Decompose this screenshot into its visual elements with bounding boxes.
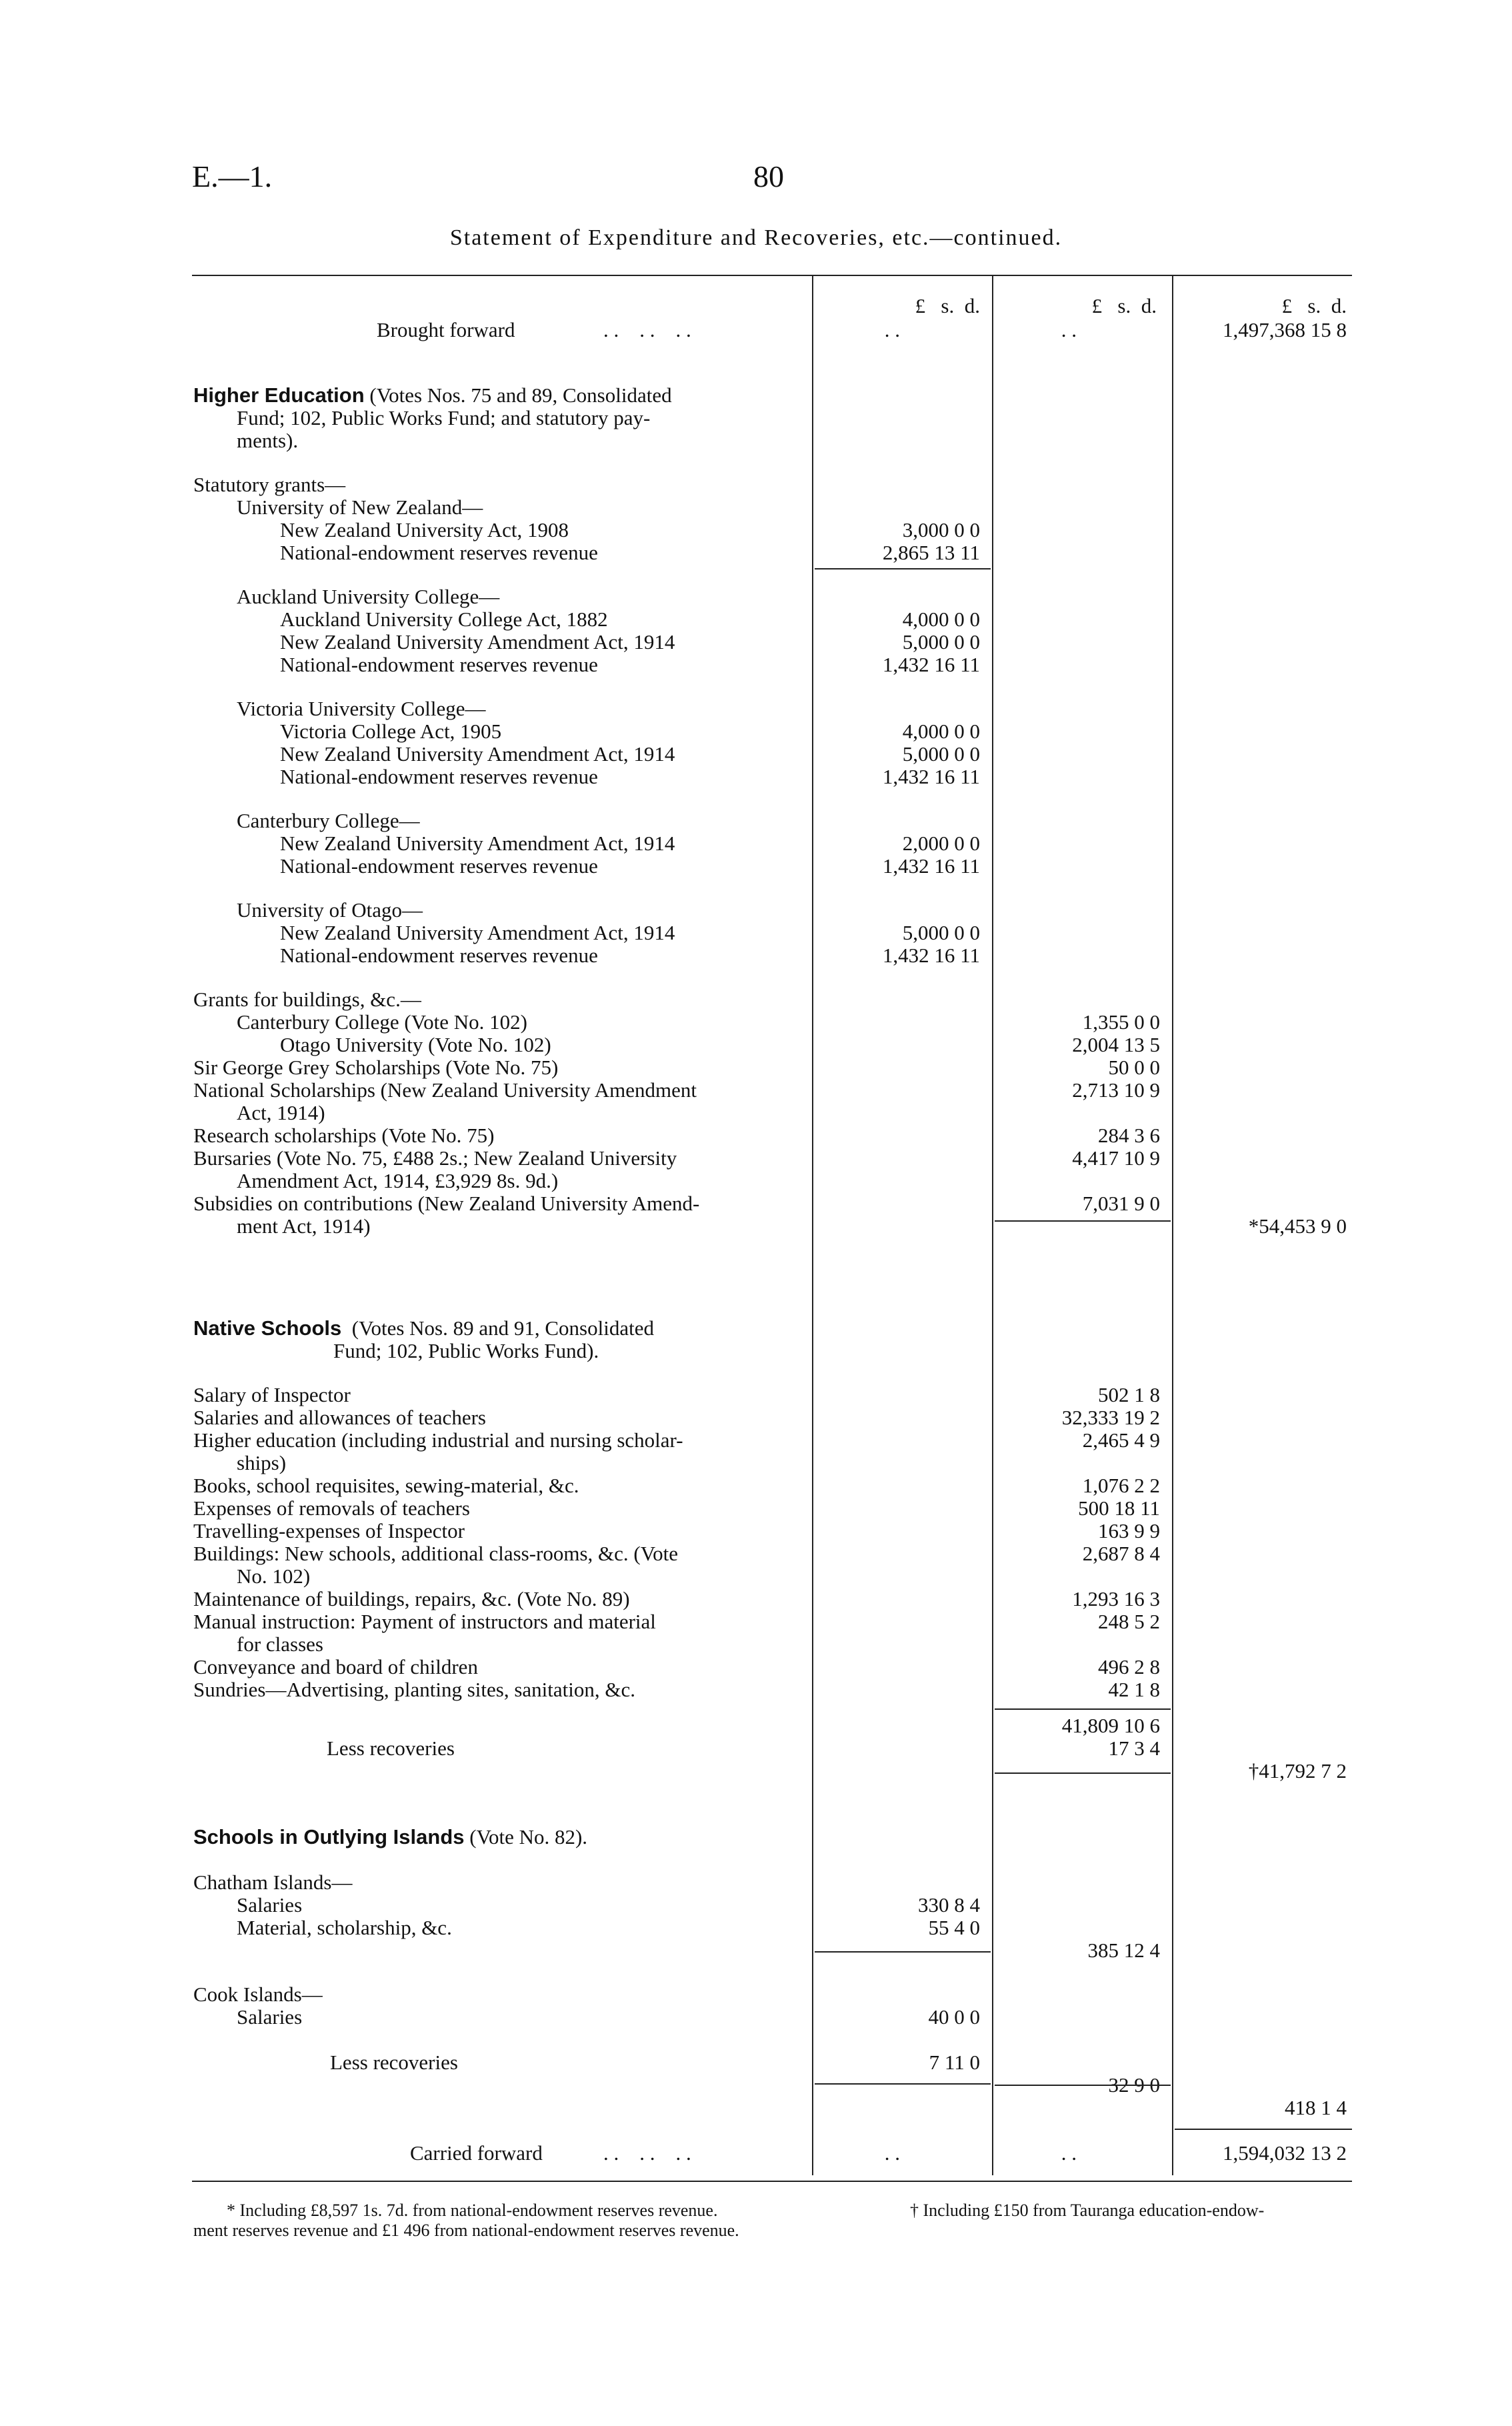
native-less-value: 17 3 4	[1108, 1736, 1160, 1760]
islands-total: 418 1 4	[1285, 2096, 1347, 2119]
cant2-value: 1,432 16 11	[882, 854, 980, 878]
native-r8-label: Maintenance of buildings, repairs, &c. (Vote No. 89)	[193, 1587, 630, 1610]
grey-label: Sir George Grey Scholarships (Vote No. 75)	[193, 1056, 559, 1079]
carried-forward-total: 1,594,032 13 2	[1223, 2141, 1347, 2165]
nat-label-1: National Scholarships (New Zealand University Amendment	[193, 1078, 697, 1102]
cook-label: Cook Islands—	[193, 1983, 323, 2006]
auck3-label: National-endowment reserves revenue	[280, 653, 598, 676]
otago-label: University of Otago—	[237, 898, 423, 922]
carried-forward-rule	[1175, 2129, 1352, 2130]
cook-k1-value: 40 0 0	[928, 2005, 980, 2029]
column-divider-1	[812, 275, 813, 2175]
cant1-label: New Zealand University Amendment Act, 1914	[280, 832, 675, 855]
subs-value: 7,031 9 0	[1082, 1192, 1160, 1215]
footnote-dagger-2: ment reserves revenue and £1 496 from national-endowment reserves revenue.	[193, 2221, 739, 2240]
vic-label: Victoria University College—	[237, 697, 486, 720]
nz-label: University of New Zealand—	[237, 495, 483, 519]
nz2-value: 2,865 13 11	[882, 541, 980, 564]
g2-label: Otago University (Vote No. 102)	[280, 1033, 551, 1056]
native-r3-label-1: Higher education (including industrial and nursing scholar-	[193, 1428, 683, 1452]
native-r11-label: Sundries—Advertising, planting sites, sanitation, &c.	[193, 1678, 635, 1701]
chatham-c1-label: Salaries	[237, 1893, 303, 1917]
auck-label: Auckland University College—	[237, 585, 500, 608]
subs-label-2: ment Act, 1914)	[237, 1214, 371, 1238]
page-reference: E.—1.	[192, 159, 273, 193]
vic3-label: National-endowment reserves revenue	[280, 765, 598, 788]
carried-forward-leaders: . . . . . .	[603, 2141, 691, 2165]
native-r5-label: Expenses of removals of teachers	[193, 1496, 470, 1520]
chatham-c2-label: Material, scholarship, &c.	[237, 1916, 452, 1939]
native-r10-label: Conveyance and board of children	[193, 1655, 478, 1678]
otago1-value: 5,000 0 0	[902, 921, 980, 944]
cook-k1-label: Salaries	[237, 2005, 303, 2029]
cant1-value: 2,000 0 0	[902, 832, 980, 855]
higher-votes-2: Fund; 102, Public Works Fund; and statutory pay-	[237, 406, 651, 429]
native-r6-label: Travelling-expenses of Inspector	[193, 1519, 465, 1542]
chatham-total: 385 12 4	[1087, 1939, 1160, 1962]
nz1-value: 3,000 0 0	[902, 518, 980, 541]
column-divider-3	[1172, 275, 1173, 2175]
vic1-value: 4,000 0 0	[902, 720, 980, 743]
islands-underline	[995, 2085, 1171, 2086]
native-votes-2: Fund; 102, Public Works Fund).	[333, 1339, 599, 1362]
higher-votes-3: ments).	[237, 429, 299, 452]
native-less-label: Less recoveries	[327, 1736, 455, 1760]
chatham-underline	[815, 1951, 991, 1953]
column-divider-2	[992, 275, 993, 2175]
native-r8-value: 1,293 16 3	[1072, 1587, 1160, 1610]
col2-header: £ s. d.	[1091, 294, 1157, 317]
native-r7-label-1: Buildings: New schools, additional class-rooms, &c. (Vote	[193, 1542, 678, 1565]
auck1-label: Auckland University College Act, 1882	[280, 608, 608, 631]
cook-total: 32 9 0	[1108, 2073, 1160, 2097]
carried-forward-label: Carried forward	[410, 2141, 543, 2165]
brought-forward-col1: . .	[884, 318, 900, 341]
native-r2-value: 32,333 19 2	[1061, 1406, 1160, 1429]
g1-label: Canterbury College (Vote No. 102)	[237, 1010, 527, 1034]
cant2-label: National-endowment reserves revenue	[280, 854, 598, 878]
brought-forward-total: 1,497,368 15 8	[1223, 318, 1347, 341]
nz-underline	[815, 568, 991, 569]
auck2-label: New Zealand University Amendment Act, 1914	[280, 630, 675, 654]
otago2-label: National-endowment reserves revenue	[280, 944, 598, 967]
nat-label-2: Act, 1914)	[237, 1101, 325, 1124]
native-r7-value: 2,687 8 4	[1082, 1542, 1160, 1565]
grants-label: Grants for buildings, &c.—	[193, 988, 421, 1011]
otago1-label: New Zealand University Amendment Act, 1914	[280, 921, 675, 944]
native-r6-value: 163 9 9	[1098, 1519, 1160, 1542]
g2-value: 2,004 13 5	[1072, 1033, 1160, 1056]
native-r9-value: 248 5 2	[1098, 1610, 1160, 1633]
carried-forward-col1: . .	[884, 2141, 900, 2165]
chatham-label: Chatham Islands—	[193, 1871, 353, 1894]
native-subtotal-rule	[995, 1708, 1171, 1710]
native-total: †41,792 7 2	[1248, 1759, 1347, 1782]
native-underline	[995, 1772, 1171, 1774]
native-r9-label-1: Manual instruction: Payment of instructors and material	[193, 1610, 656, 1633]
higher-total: *54,453 9 0	[1248, 1214, 1347, 1238]
grey-value: 50 0 0	[1108, 1056, 1160, 1079]
native-r3-label-2: ships)	[237, 1451, 287, 1474]
carried-forward-col2: . .	[1061, 2141, 1077, 2165]
table-top-rule	[192, 275, 1352, 276]
vic2-value: 5,000 0 0	[902, 742, 980, 766]
res-value: 284 3 6	[1098, 1124, 1160, 1147]
page-number: 80	[753, 159, 784, 193]
g1-value: 1,355 0 0	[1082, 1010, 1160, 1034]
nz1-label: New Zealand University Act, 1908	[280, 518, 569, 541]
native-r7-label-2: No. 102)	[237, 1564, 311, 1588]
burs-label-1: Bursaries (Vote No. 75, £488 2s.; New Zealand University	[193, 1146, 677, 1170]
burs-value: 4,417 10 9	[1072, 1146, 1160, 1170]
native-heading: Native Schools (Votes Nos. 89 and 91, Consolidated	[193, 1316, 654, 1340]
vic1-label: Victoria College Act, 1905	[280, 720, 502, 743]
table-bottom-rule	[192, 2181, 1352, 2182]
auck2-value: 5,000 0 0	[902, 630, 980, 654]
native-r1-value: 502 1 8	[1098, 1383, 1160, 1406]
vic2-label: New Zealand University Amendment Act, 1914	[280, 742, 675, 766]
native-r1-label: Salary of Inspector	[193, 1383, 351, 1406]
auck1-value: 4,000 0 0	[902, 608, 980, 631]
cook-less-value: 7 11 0	[929, 2051, 980, 2074]
nz2-label: National-endowment reserves revenue	[280, 541, 598, 564]
cook-underline	[815, 2083, 991, 2085]
chatham-c2-value: 55 4 0	[928, 1916, 980, 1939]
native-r4-label: Books, school requisites, sewing-material, &c.	[193, 1474, 579, 1497]
res-label: Research scholarships (Vote No. 75)	[193, 1124, 495, 1147]
otago2-value: 1,432 16 11	[882, 944, 980, 967]
burs-label-2: Amendment Act, 1914, £3,929 8s. 9d.)	[237, 1169, 559, 1192]
cant-label: Canterbury College—	[237, 809, 420, 832]
brought-forward-label: Brought forward	[377, 318, 515, 341]
vic3-value: 1,432 16 11	[882, 765, 980, 788]
native-r9-label-2: for classes	[237, 1632, 323, 1656]
native-subtotal: 41,809 10 6	[1061, 1714, 1160, 1737]
brought-forward-col2: . .	[1061, 318, 1077, 341]
footnote-dagger-1: † Including £150 from Tauranga education-endow-	[910, 2201, 1265, 2220]
nat-value: 2,713 10 9	[1072, 1078, 1160, 1102]
chatham-c1-value: 330 8 4	[918, 1893, 980, 1917]
col3-header: £ s. d.	[1281, 294, 1347, 317]
native-r4-value: 1,076 2 2	[1082, 1474, 1160, 1497]
footnote-star: * Including £8,597 1s. 7d. from national-endowment reserves revenue.	[227, 2201, 718, 2220]
col1-header: £ s. d.	[915, 294, 980, 317]
page-title: Statement of Expenditure and Recoveries, etc.—continued.	[449, 225, 1063, 250]
statutory-label: Statutory grants—	[193, 473, 346, 496]
subs-label-1: Subsidies on contributions (New Zealand University Amend-	[193, 1192, 700, 1215]
higher-heading: Higher Education (Votes Nos. 75 and 89, Consolidated	[193, 383, 672, 407]
higher-underline	[995, 1220, 1171, 1222]
auck3-value: 1,432 16 11	[882, 653, 980, 676]
cook-less-label: Less recoveries	[330, 2051, 458, 2074]
native-r10-value: 496 2 8	[1098, 1655, 1160, 1678]
islands-heading: Schools in Outlying Islands (Vote No. 82).	[193, 1825, 588, 1849]
brought-forward-leaders: . . . . . .	[603, 318, 691, 341]
native-r3-value: 2,465 4 9	[1082, 1428, 1160, 1452]
native-r2-label: Salaries and allowances of teachers	[193, 1406, 486, 1429]
native-r5-value: 500 18 11	[1078, 1496, 1160, 1520]
native-r11-value: 42 1 8	[1108, 1678, 1160, 1701]
